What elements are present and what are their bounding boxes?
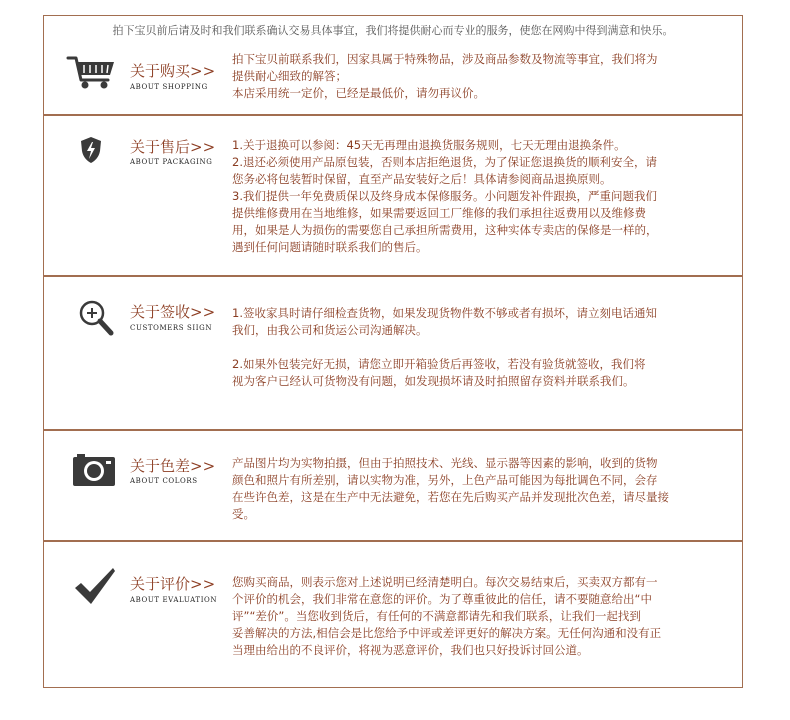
body-line: 妥善解决的方法,相信会是比您给予中评或差评更好的解决方案。无任何沟通和没有正: [232, 626, 662, 640]
body-line: 产品图片均为实物拍摄，但由于拍照技术、光线、显示器等因素的影响，收到的货物: [232, 456, 658, 470]
section-title: 关于售后>>: [130, 138, 216, 156]
body-line: 颜色和照片有所差别，请以实物为准，另外，上色产品可能因为每批调色不同，会存: [232, 473, 658, 487]
section-evaluation: [44, 542, 742, 687]
section-body: [232, 455, 732, 523]
body-line: 本店采用统一定价，已经是最低价，请勿再议价。: [232, 86, 485, 100]
body-spacer: [232, 339, 732, 356]
section-color-difference: [44, 431, 742, 540]
body-line: 提供耐心细致的解答；: [232, 69, 347, 83]
body-line: 2.退还必须使用产品原包装，否则本店拒绝退货，为了保证您退换货的顺利安全，请: [232, 155, 657, 169]
body-line: 当理由给出的不良评价，将视为恶意评价，我们也只好投诉讨回公道。: [232, 643, 589, 657]
section-body: [232, 51, 732, 102]
body-line: 您购买商品，则表示您对上述说明已经清楚明白。每次交易结束后，买卖双方都有一: [232, 575, 658, 589]
section-after-sales: [44, 116, 742, 275]
body-line: 1.关于退换可以参阅：45天无再理由退换货服务规则，七天无理由退换条件。: [232, 138, 626, 152]
body-line: 个评价的机会，我们非常在意您的评价。为了尊重彼此的信任，请不要随意给出“中: [232, 592, 652, 606]
section-body: [232, 137, 732, 256]
body-line: 视为客户已经认可货物没有问题，如发现损坏请及时拍照留存资料并联系我们。: [232, 374, 635, 388]
body-line: 3.我们提供一年免费质保以及终身成本保修服务。小问题发补件跟换，严重问题我们: [232, 189, 657, 203]
checkmark-icon: [74, 566, 116, 610]
section-title: 关于签收>>: [130, 303, 216, 321]
section-body: [232, 574, 732, 659]
body-line: 用，如果是人为损伤的需要您自己承担所需费用，这种实体专卖店的保修是一样的，: [232, 223, 658, 237]
intro-text: 拍下宝贝前后请及时和我们联系确认交易具体事宜，我们将提供耐心而专业的服务，使您在网购中得到满意和快乐。: [112, 24, 674, 37]
body-line: 评”“差价”。当您收到货后，有任何的不满意都请先和我们联系，让我们一起找到: [232, 609, 641, 623]
section-subtitle: ABOUT EVALUATION: [130, 596, 218, 604]
body-line: 遇到任何问题请随时联系我们的售后。: [232, 240, 428, 254]
section-subtitle: CUSTOMERS SIIGN: [130, 324, 213, 332]
body-line: 2.如果外包装完好无损，请您立即开箱验货后再签收，若没有验货就签收，我们将: [232, 357, 646, 371]
body-line: 拍下宝贝前联系我们，因家具属于特殊物品，涉及商品参数及物流等事宜，我们将为: [232, 52, 658, 66]
section-title: 关于购买>>: [130, 62, 216, 80]
shopping-cart-icon: [66, 56, 118, 94]
section-shopping: [44, 47, 742, 113]
body-line: 在些许色差，这是在生产中无法避免，若您在先后购买产品并发现批次色差，请尽量接: [232, 490, 669, 504]
magnifier-plus-icon: [78, 299, 114, 341]
body-line: 我们，由我公司和货运公司沟通解决。: [232, 323, 428, 337]
body-line: 1.签收家具时请仔细检查货物，如果发现货物件数不够或者有损坏，请立刻电话通知: [232, 306, 657, 320]
body-line: 提供维修费用在当地维修，如果需要返回工厂维修的我们承担往返费用以及维修费: [232, 206, 646, 220]
section-subtitle: ABOUT COLORS: [130, 477, 198, 485]
section-title: 关于色差>>: [130, 457, 216, 475]
shield-icon: [80, 136, 102, 168]
camera-icon: [72, 453, 116, 491]
section-subtitle: ABOUT PACKAGING: [130, 158, 213, 166]
body-line: 您务必将包装暂时保留，直至产品安装好之后！具体请参阅商品退换原则。: [232, 172, 612, 186]
section-subtitle: ABOUT SHOPPING: [130, 83, 208, 91]
section-body: [232, 305, 732, 390]
body-line: 受。: [232, 507, 255, 521]
section-title: 关于评价>>: [130, 575, 216, 593]
section-sign-for-goods: [44, 277, 742, 429]
